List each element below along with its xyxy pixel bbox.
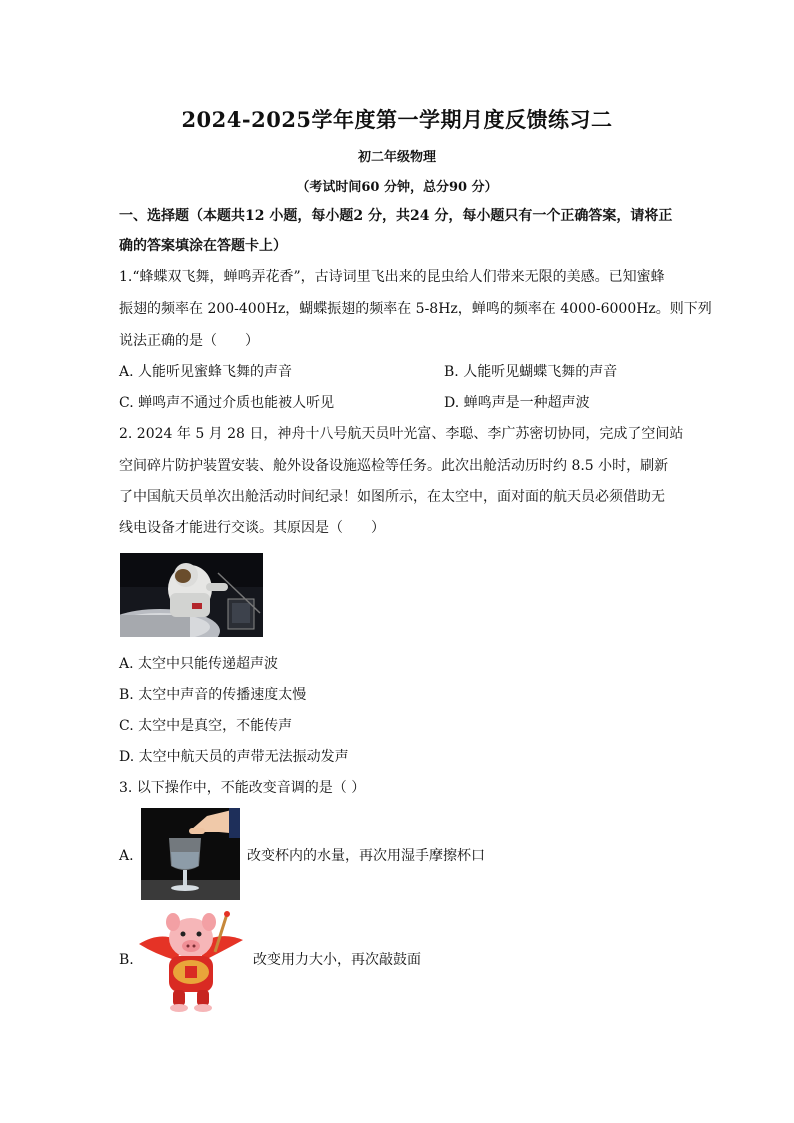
- section-heading-line1: 一、选择题（本题共12 小题，每小题2 分，共24 分，每小题只有一个正确答案，请将正: [119, 208, 673, 224]
- q2-option-a: A. 太空中只能传递超声波: [119, 656, 279, 672]
- q1-option-b: B. 人能听见蝴蝶飞舞的声音: [444, 364, 618, 380]
- q1-option-c: C. 蝉鸣声不通过介质也能被人听见: [119, 395, 335, 411]
- exam-note: （考试时间60 分钟，总分90 分）: [296, 180, 498, 195]
- q2-option-b: B. 太空中声音的传播速度太慢: [119, 687, 307, 703]
- page-title: 2024-2025学年度第一学期月度反馈练习二: [181, 107, 613, 132]
- q2-stem-line4: 线电设备才能进行交谈。其原因是（ ）: [119, 520, 385, 536]
- q1-option-d: D. 蝉鸣声是一种超声波: [444, 395, 590, 411]
- q3-option-b-letter: B.: [119, 952, 134, 968]
- page-subtitle: 初二年级物理: [357, 150, 436, 165]
- q1-stem-line2: 振翅的频率在 200-400Hz，蝴蝶振翅的频率在 5-8Hz，蝉鸣的频率在 4000-6000Hz。则下列: [119, 301, 712, 317]
- q1-option-a: A. 人能听见蜜蜂飞舞的声音: [119, 364, 293, 380]
- water-glass-photo: [141, 808, 240, 900]
- q2-stem-line2: 空间碎片防护装置安装、舱外设备设施巡检等任务。此次出舱活动历时约 8.5 小时，刷新: [119, 458, 669, 474]
- q1-stem-line3: 说法正确的是（ ）: [119, 333, 259, 349]
- q2-option-d: D. 太空中航天员的声带无法振动发声: [119, 749, 349, 765]
- q1-stem-line1: 1.“蜂蝶双飞舞，蝉鸣弄花香”，古诗词里飞出来的昆虫给人们带来无限的美感。已知蜜蜂: [119, 269, 665, 285]
- q2-stem-line1: 2. 2024 年 5 月 28 日，神舟十八号航天员叶光富、李聪、李广苏密切协同，完成了空间站: [119, 426, 684, 442]
- q3-option-b-text: 改变用力大小，再次敲鼓面: [253, 952, 421, 968]
- astronaut-photo: [120, 553, 263, 637]
- pig-drummer-illustration: [135, 908, 247, 1012]
- q3-stem: 3. 以下操作中，不能改变音调的是（ ）: [119, 780, 366, 796]
- q3-option-a-letter: A.: [119, 848, 134, 864]
- q2-option-c: C. 太空中是真空，不能传声: [119, 718, 293, 734]
- q2-stem-line3: 了中国航天员单次出舱活动时间纪录！如图所示，在太空中，面对面的航天员必须借助无: [119, 489, 665, 505]
- q3-option-a-text: 改变杯内的水量，再次用湿手摩擦杯口: [247, 848, 485, 864]
- section-heading-line2: 确的答案填涂在答题卡上）: [119, 238, 287, 254]
